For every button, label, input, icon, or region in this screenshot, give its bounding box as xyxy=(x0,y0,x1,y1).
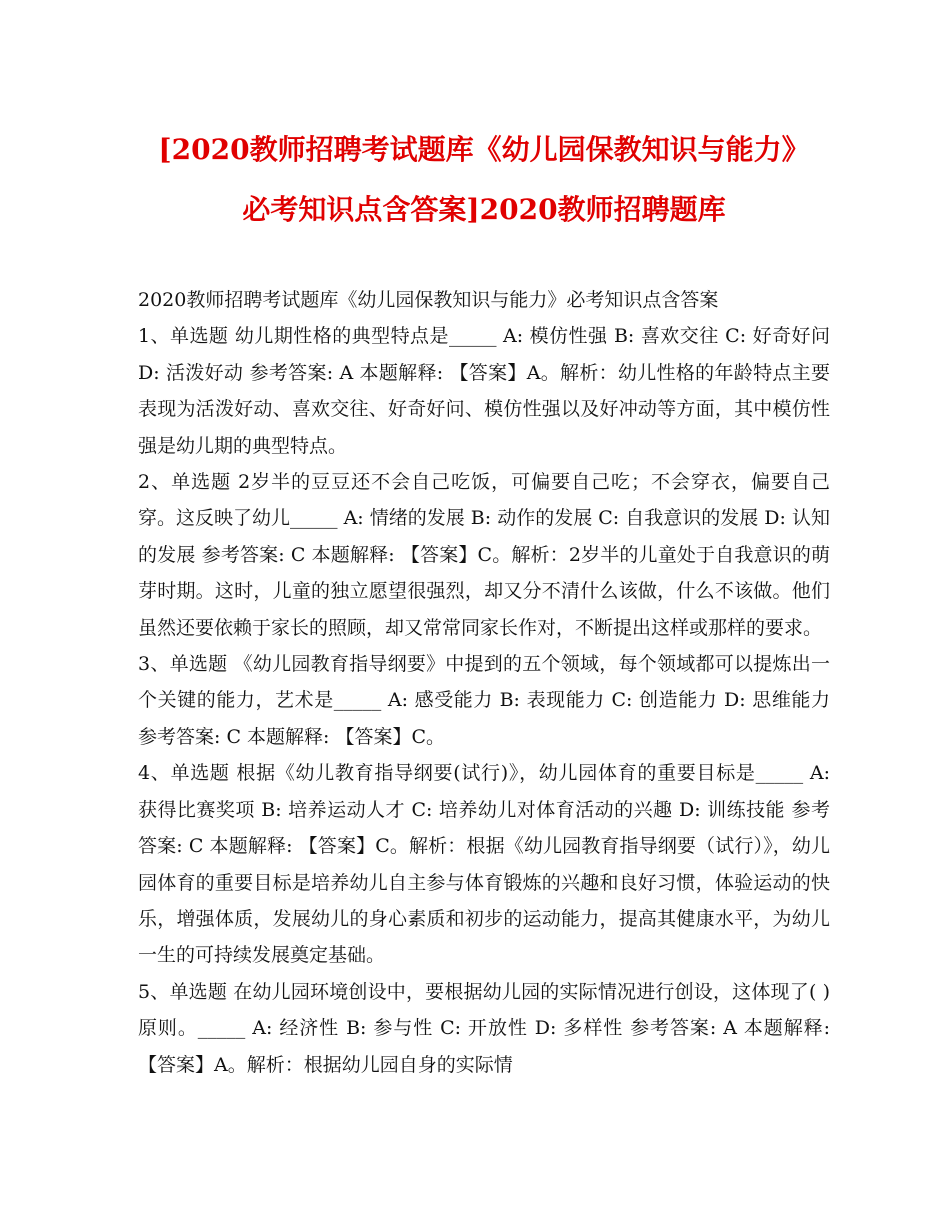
document-body xyxy=(138,282,830,1083)
question-5: 5、单选题 在幼儿园环境创设中，要根据幼儿园的实际情况进行创设，这体现了( )原则。_____ A: 经济性 B: 参与性 C: 开放性 D: 多样性 参考答案: A 本题解释: 【答案】A。解析：根据幼儿园自身的实际情 xyxy=(138,980,830,1076)
title-line-1: [2020教师招聘考试题库《幼儿园保教知识与能力》 xyxy=(158,133,810,166)
question-4: 4、单选题 根据《幼儿教育指导纲要(试行)》，幼儿园体育的重要目标是_____ A: 获得比赛奖项 B: 培养运动人才 C: 培养幼儿对体育活动的兴趣 D: 训练技能 参考答案: C 本题解释: 【答案】C。解析：根据《幼儿园教育指导纲要（试行）》，幼儿园体育的重要目标是培养幼儿自主参与体育锻炼的兴趣和良好习惯，体验运动的快乐，增强体质，发展幼儿的身心素质和初步的运动能力，提高其健康水平，为幼儿一生的可持续发展奠定基础。 xyxy=(138,762,830,967)
question-1: 1、单选题 幼儿期性格的典型特点是_____ A: 模仿性强 B: 喜欢交往 C: 好奇好问 D: 活泼好动 参考答案: A 本题解释: 【答案】A。解析：幼儿性格的年龄特点主要表现为活泼好动、喜欢交往、好奇好问、模仿性强以及好冲动等方面，其中模仿性强是幼儿期的典型特点。 xyxy=(138,325,830,457)
question-2: 2、单选题 2岁半的豆豆还不会自己吃饭，可偏要自己吃；不会穿衣，偏要自己穿。这反映了幼儿_____ A: 情绪的发展 B: 动作的发展 C: 自我意识的发展 D: 认知的发展 参考答案: C 本题解释: 【答案】C。解析：2岁半的儿童处于自我意识的萌芽时期。这时，儿童的独立愿望很强烈，却又分不清什么该做，什么不该做。他们虽然还要依赖于家长的照顾，却又常常同家长作对，不断提出这样或那样的要求。 xyxy=(138,471,830,639)
intro-paragraph: 2020教师招聘考试题库《幼儿园保教知识与能力》必考知识点含答案 xyxy=(138,289,719,311)
title-line-2: 必考知识点含答案]2020教师招聘题库 xyxy=(242,193,726,226)
question-3: 3、单选题 《幼儿园教育指导纲要》中提到的五个领域，每个领域都可以提炼出一个关键的能力，艺术是_____ A: 感受能力 B: 表现能力 C: 创造能力 D: 思维能力 参考答案: C 本题解释: 【答案】C。 xyxy=(138,653,830,748)
document-title xyxy=(138,120,830,240)
